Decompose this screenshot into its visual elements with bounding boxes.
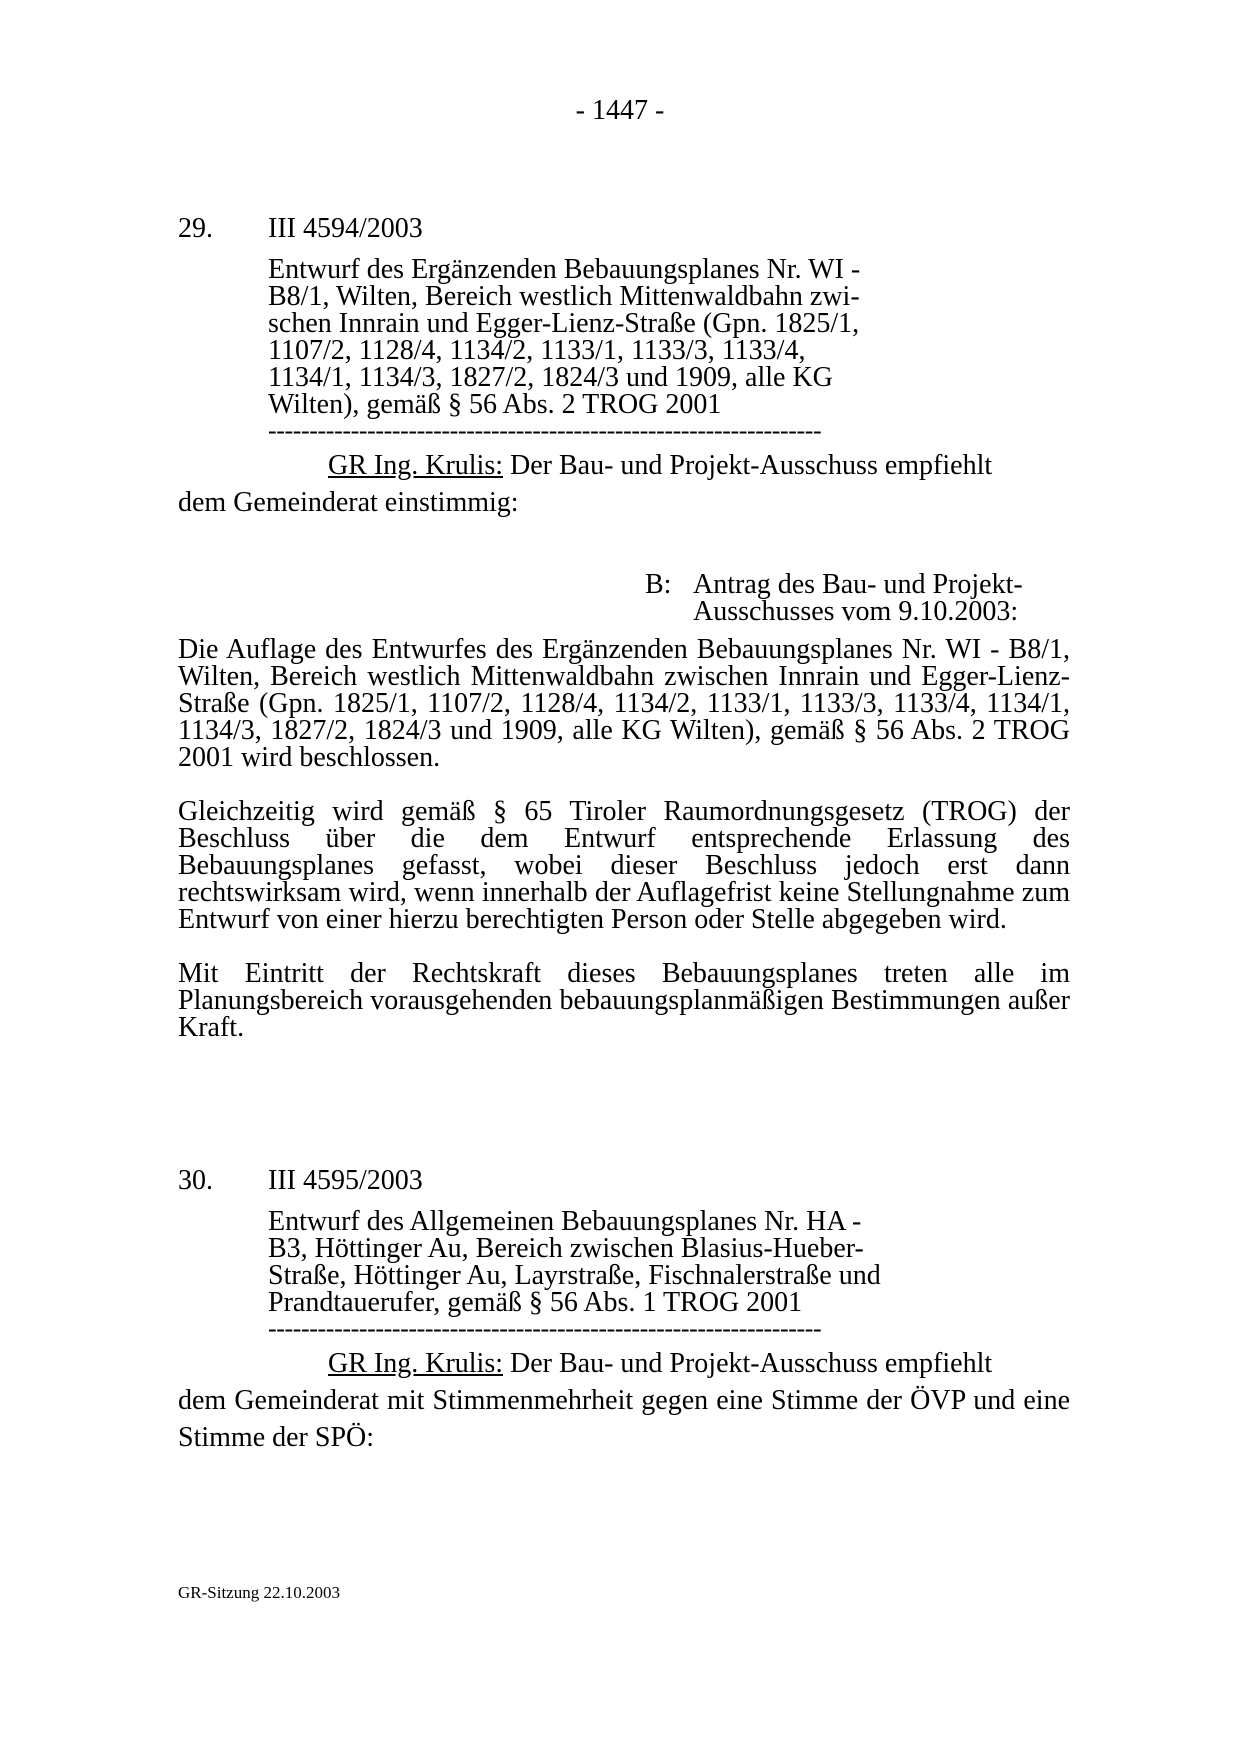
recommendation-continuation: dem Gemeinderat einstimmig: — [178, 487, 519, 518]
speaker-name: GR Ing. Krulis: — [328, 1348, 503, 1379]
recommendation-text: Der Bau- und Projekt-Ausschuss empfiehlt — [510, 450, 993, 481]
separator-line: ------------------------------------------------------------------- — [268, 421, 822, 441]
recommendation-text: Der Bau- und Projekt-Ausschuss empfiehlt — [510, 1348, 993, 1379]
subject-line: Entwurf des Ergänzenden Bebauungsplanes Nr. WI - — [268, 254, 861, 285]
page-number: - 1447 - — [575, 95, 665, 126]
subject-line: schen Innrain und Egger-Lienz-Straße (Gpn. 1825/1, — [268, 308, 860, 339]
subject-line: Straße, Höttinger Au, Layrstraße, Fischnalerstraße und — [268, 1260, 881, 1291]
subject-line: B3, Höttinger Au, Bereich zwischen Blasius-Hueber- — [268, 1233, 864, 1264]
subject-line: 1134/1, 1134/3, 1827/2, 1824/3 und 1909, alle KG — [268, 362, 833, 393]
separator-line: ------------------------------------------------------------------- — [268, 1319, 822, 1339]
item-number: 29. — [178, 213, 213, 244]
resolution-paragraph: Die Auflage des Entwurfes des Ergänzenden Bebauungsplanes Nr. WI - B8/1, Wilten, Bereich westlich Mittenwaldbahn zwischen Innrain und Egger-Lienz-Straße (Gpn. 1825/1, 1107/2, 1128/4, 1134/2, 1133/1, 1133/3, 1133/4, 1134/1, 1134/3, 1827/2, 1824/3 und 1909, alle KG Wilten), gemäß § 56 Abs. 2 TROG 2001 wird beschlossen. — [178, 634, 1070, 773]
subject-line: Wilten), gemäß § 56 Abs. 2 TROG 2001 — [268, 389, 722, 420]
resolution-paragraph: Gleichzeitig wird gemäß § 65 Tiroler Raumordnungsgesetz (TROG) der Beschluss über die dem Entwurf entsprechende Erlassung des Bebauungsplanes gefasst, wobei dieser Beschluss jedoch erst dann rechtswirksam wird, wenn innerhalb der Auflagefrist keine Stellungnahme zum Entwurf von einer hierzu berechtigten Person oder Stelle abgegeben wird. — [178, 796, 1070, 935]
motion-title-line1: Antrag des Bau- und Projekt- — [693, 569, 1023, 600]
motion-title-line2: Ausschusses vom 9.10.2003: — [693, 596, 1019, 627]
subject-line: Entwurf des Allgemeinen Bebauungsplanes Nr. HA - — [268, 1206, 862, 1237]
footer-session-date: GR-Sitzung 22.10.2003 — [178, 1583, 340, 1602]
recommendation-first-line — [178, 1345, 1070, 1382]
speaker-name: GR Ing. Krulis: — [328, 450, 503, 481]
recommendation-continuation: dem Gemeinderat mit Stimmenmehrheit gegen eine Stimme der ÖVP und eine Stimme der SPÖ: — [178, 1385, 1070, 1453]
resolution-text — [178, 636, 1070, 1068]
recommendation — [178, 1345, 1070, 1456]
recommendation — [178, 447, 1070, 521]
motion-label: B: — [645, 569, 672, 600]
motion-heading — [645, 571, 1023, 625]
item-number: 30. — [178, 1165, 213, 1196]
item-subject — [268, 1208, 920, 1316]
item-subject — [268, 256, 920, 418]
subject-line: 1107/2, 1128/4, 1134/2, 1133/1, 1133/3, 1133/4, — [268, 335, 806, 366]
recommendation-first-line — [178, 447, 1070, 484]
subject-line: B8/1, Wilten, Bereich westlich Mittenwaldbahn zwi- — [268, 281, 860, 312]
subject-line: Prandtauerufer, gemäß § 56 Abs. 1 TROG 2001 — [268, 1287, 803, 1318]
item-reference: III 4594/2003 — [268, 213, 423, 244]
item-reference: III 4595/2003 — [268, 1165, 423, 1196]
resolution-paragraph: Mit Eintritt der Rechtskraft dieses Bebauungsplanes treten alle im Planungsbereich vorausgehenden bebauungsplanmäßigen Bestimmungen außer Kraft. — [178, 958, 1070, 1043]
